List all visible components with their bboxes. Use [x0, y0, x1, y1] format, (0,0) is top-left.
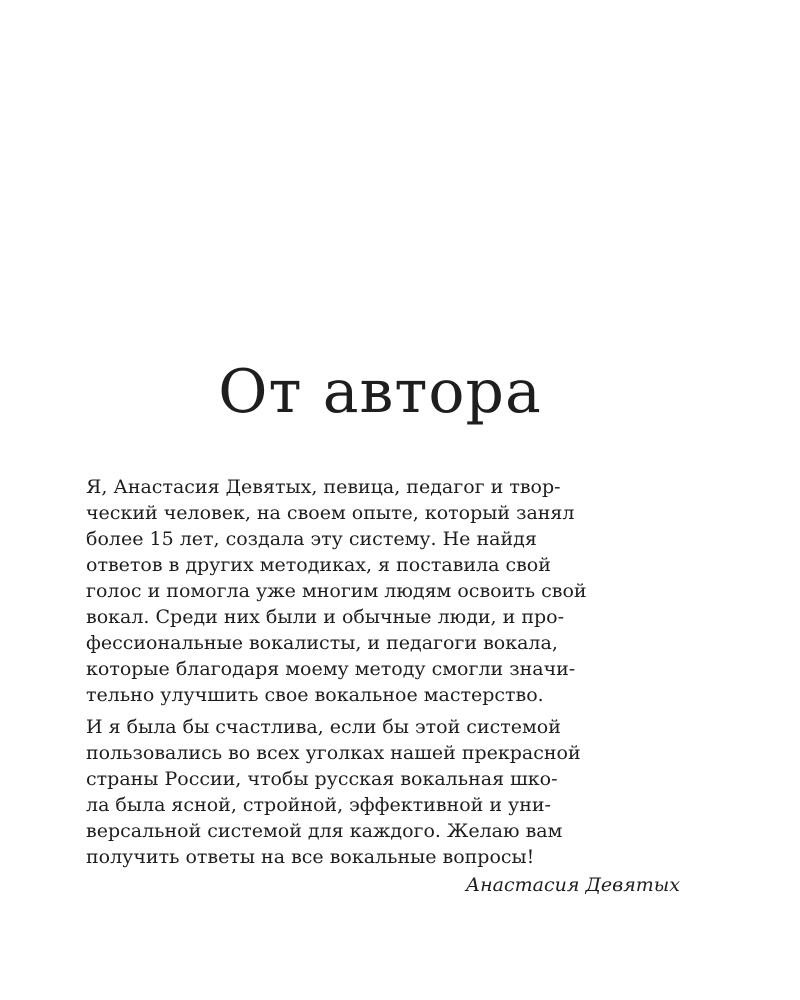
text-line: ответов в других методиках, я поставила свой — [86, 554, 551, 576]
text-line: голос и помогла уже многим людям освоить свой — [86, 580, 587, 602]
text-line: ла была ясной, стройной, эффективной и уни- — [86, 794, 551, 816]
chapter-title: От автора — [218, 357, 542, 427]
text-line: более 15 лет, создала эту систему. Не найдя — [86, 528, 537, 550]
text-line: которые благодаря моему методу смогли значи- — [86, 658, 576, 680]
paragraph-2 — [86, 714, 686, 870]
text-line: Я, Анастасия Девятых, певица, педагог и твор- — [86, 476, 561, 498]
text-line: И я была бы счастлива, если бы этой системой — [86, 716, 561, 738]
text-line: получить ответы на все вокальные вопросы! — [86, 846, 535, 868]
text-line: версальной системой для каждого. Желаю вам — [86, 820, 563, 842]
text-line: страны России, чтобы русская вокальная шко- — [86, 768, 558, 790]
body-text — [86, 474, 686, 900]
text-line: тельно улучшить свое вокальное мастерство. — [86, 684, 544, 706]
text-line: вокал. Среди них были и обычные люди, и про- — [86, 606, 565, 628]
text-line: фессиональные вокалисты, и педагоги вокала, — [86, 632, 558, 654]
text-line: ческий человек, на своем опыте, который занял — [86, 502, 575, 524]
paragraph-1 — [86, 474, 686, 708]
text-line: пользовались во всех уголках нашей прекрасной — [86, 742, 581, 764]
author-signature: Анастасия Девятых — [465, 874, 680, 896]
